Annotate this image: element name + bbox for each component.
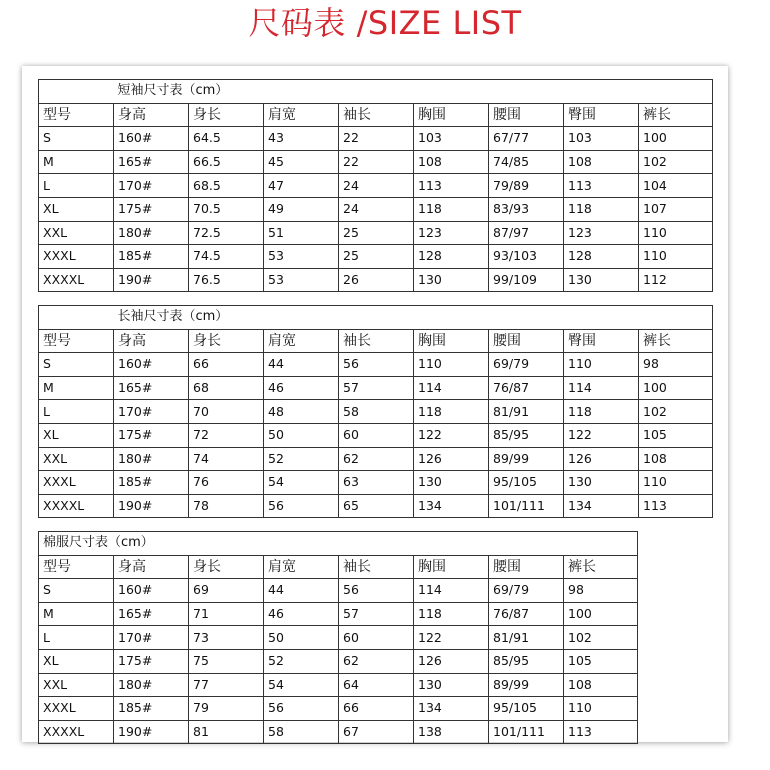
table-cell: 89/99 [489, 673, 564, 697]
table-cell: S [39, 579, 114, 603]
table-cell: 25 [339, 221, 414, 245]
column-header: 肩宽 [264, 329, 339, 353]
table-cell: 67/77 [489, 127, 564, 151]
table-cell: 43 [264, 127, 339, 151]
table-cell: 122 [414, 626, 489, 650]
table-cell: 123 [564, 221, 639, 245]
table-cell: XL [39, 649, 114, 673]
table-cell: XL [39, 197, 114, 221]
table-header-row [39, 555, 638, 579]
table-cell: 122 [414, 423, 489, 447]
table-row [39, 447, 713, 471]
column-header: 胸围 [414, 329, 489, 353]
table-cell: 108 [564, 673, 638, 697]
table-row [39, 150, 713, 174]
table-cell: 69/79 [489, 353, 564, 377]
table-cell: 185# [114, 697, 189, 721]
table-cell: 128 [564, 245, 639, 269]
table-row [39, 127, 713, 151]
table-cell: 180# [114, 673, 189, 697]
column-header: 袖长 [339, 329, 414, 353]
table-cell: 87/97 [489, 221, 564, 245]
table-cell: 170# [114, 174, 189, 198]
table-caption-row [39, 532, 638, 556]
table-cell: 44 [264, 579, 339, 603]
table-cell: 190# [114, 494, 189, 518]
table-cell: 26 [339, 268, 414, 292]
table-cell: 49 [264, 197, 339, 221]
table-cell: 54 [264, 673, 339, 697]
table-cell: 69 [189, 579, 264, 603]
table-row [39, 673, 638, 697]
table-cell: 180# [114, 447, 189, 471]
table-cell: 99/109 [489, 268, 564, 292]
column-header: 腰围 [489, 103, 564, 127]
table-cell: 126 [414, 649, 489, 673]
table-cell: 110 [639, 221, 713, 245]
table-caption: 长袖尺寸表（cm） [114, 306, 713, 330]
table-cell: XXXXL [39, 720, 114, 744]
table-cell: 74/85 [489, 150, 564, 174]
table-cell: 95/105 [489, 471, 564, 495]
table-cell: 118 [414, 400, 489, 424]
table-cell: 64.5 [189, 127, 264, 151]
table-cell: 57 [339, 602, 414, 626]
table-cell: 185# [114, 471, 189, 495]
table-cell: M [39, 602, 114, 626]
table-cell: 105 [564, 649, 638, 673]
table-cell: 160# [114, 353, 189, 377]
table-cell: 130 [414, 673, 489, 697]
table-cell: 98 [639, 353, 713, 377]
table-cell: XXL [39, 673, 114, 697]
table-cell: 130 [564, 268, 639, 292]
column-header: 型号 [39, 329, 114, 353]
column-header: 肩宽 [264, 103, 339, 127]
table-cell: 89/99 [489, 447, 564, 471]
column-header: 身长 [189, 555, 264, 579]
table-cell: L [39, 174, 114, 198]
column-header: 型号 [39, 555, 114, 579]
table-cell: 185# [114, 245, 189, 269]
table-cell: 54 [264, 471, 339, 495]
table-cell: 68.5 [189, 174, 264, 198]
table-cell: 53 [264, 268, 339, 292]
table-row [39, 376, 713, 400]
table-cell: 52 [264, 447, 339, 471]
table-cell: 57 [339, 376, 414, 400]
table-cell: 85/95 [489, 423, 564, 447]
table-cell: 190# [114, 720, 189, 744]
table-cell: M [39, 376, 114, 400]
table-cell: 62 [339, 649, 414, 673]
table-cell: 118 [564, 197, 639, 221]
table-cell: 73 [189, 626, 264, 650]
table-cell: 110 [639, 471, 713, 495]
column-header: 身高 [114, 103, 189, 127]
table-cell: 81/91 [489, 400, 564, 424]
table-cell: 74.5 [189, 245, 264, 269]
column-header: 身长 [189, 329, 264, 353]
table-row [39, 697, 638, 721]
table-cell: 72 [189, 423, 264, 447]
table-cell: 113 [414, 174, 489, 198]
table-cell: 22 [339, 150, 414, 174]
table-cell: 76/87 [489, 376, 564, 400]
table-cell: 130 [564, 471, 639, 495]
table-cell: 134 [414, 697, 489, 721]
table-cell: 71 [189, 602, 264, 626]
table-cell: 60 [339, 626, 414, 650]
table-row [39, 471, 713, 495]
table-cell: XXXXL [39, 268, 114, 292]
table-cell: L [39, 626, 114, 650]
table-cell: 160# [114, 127, 189, 151]
table-cell: 113 [564, 174, 639, 198]
table-cell: 69/79 [489, 579, 564, 603]
table-cell: 102 [639, 150, 713, 174]
column-header: 型号 [39, 103, 114, 127]
table-cell: 75 [189, 649, 264, 673]
table-cell: 58 [264, 720, 339, 744]
table-cell: 25 [339, 245, 414, 269]
table-row [39, 602, 638, 626]
table-cell: 81/91 [489, 626, 564, 650]
table-cell: 102 [564, 626, 638, 650]
column-header: 裤长 [639, 329, 713, 353]
table-cell: 160# [114, 579, 189, 603]
table-cell: 123 [414, 221, 489, 245]
table-cell: 65 [339, 494, 414, 518]
table-cell: 165# [114, 602, 189, 626]
column-header: 裤长 [564, 555, 638, 579]
table-cell: 72.5 [189, 221, 264, 245]
table-caption-row [39, 306, 713, 330]
long-sleeve-size-table [38, 305, 713, 518]
table-cell: 56 [264, 697, 339, 721]
table-cell: 100 [639, 127, 713, 151]
table-cell: 110 [414, 353, 489, 377]
column-header: 腰围 [489, 555, 564, 579]
table-cell: 68 [189, 376, 264, 400]
table-cell: 48 [264, 400, 339, 424]
table-cell: 107 [639, 197, 713, 221]
table-cell: XXL [39, 447, 114, 471]
table-cell: XXL [39, 221, 114, 245]
table-cell: 74 [189, 447, 264, 471]
table-row [39, 400, 713, 424]
column-header: 肩宽 [264, 555, 339, 579]
column-header: 身长 [189, 103, 264, 127]
table-cell: 175# [114, 649, 189, 673]
table-cell: 58 [339, 400, 414, 424]
column-header: 袖长 [339, 555, 414, 579]
table-cell: 79/89 [489, 174, 564, 198]
table-cell: 114 [414, 579, 489, 603]
table-cell: 53 [264, 245, 339, 269]
table-cell: 67 [339, 720, 414, 744]
table-cell: 165# [114, 150, 189, 174]
table-header-row [39, 329, 713, 353]
table-cell: 79 [189, 697, 264, 721]
column-header: 臀围 [564, 103, 639, 127]
table-cell: XXXL [39, 245, 114, 269]
table-row [39, 197, 713, 221]
table-cell: 118 [414, 602, 489, 626]
table-row [39, 626, 638, 650]
table-cell: 101/111 [489, 494, 564, 518]
table-cell: 85/95 [489, 649, 564, 673]
table-cell: 76.5 [189, 268, 264, 292]
table-cell: 114 [414, 376, 489, 400]
table-cell: 45 [264, 150, 339, 174]
table-cell: 78 [189, 494, 264, 518]
table-cell: 101/111 [489, 720, 564, 744]
table-cell: 70 [189, 400, 264, 424]
table-cell: 114 [564, 376, 639, 400]
table-cell: 130 [414, 471, 489, 495]
table-cell: 47 [264, 174, 339, 198]
table-cell: 134 [414, 494, 489, 518]
table-cell: 64 [339, 673, 414, 697]
table-cell: 104 [639, 174, 713, 198]
table-row [39, 268, 713, 292]
table-cell: 70.5 [189, 197, 264, 221]
table-cell: 76 [189, 471, 264, 495]
table-cell: 46 [264, 376, 339, 400]
table-cell: 103 [564, 127, 639, 151]
table-cell: XXXL [39, 697, 114, 721]
table-cell: 51 [264, 221, 339, 245]
column-header: 身高 [114, 555, 189, 579]
table-cell: S [39, 353, 114, 377]
table-cell: 77 [189, 673, 264, 697]
table-row [39, 579, 638, 603]
table-cell: 66.5 [189, 150, 264, 174]
table-cell: 95/105 [489, 697, 564, 721]
table-cell: 100 [639, 376, 713, 400]
table-row [39, 174, 713, 198]
column-header: 胸围 [414, 555, 489, 579]
table-cell: 46 [264, 602, 339, 626]
table-cell: 81 [189, 720, 264, 744]
table-cell: L [39, 400, 114, 424]
table-cell: 83/93 [489, 197, 564, 221]
table-cell: 122 [564, 423, 639, 447]
table-cell: 56 [264, 494, 339, 518]
table-cell: 24 [339, 197, 414, 221]
table-cell: 126 [414, 447, 489, 471]
table-row [39, 649, 638, 673]
table-cell: S [39, 127, 114, 151]
table-row [39, 423, 713, 447]
table-cell: XXXL [39, 471, 114, 495]
table-cell: 50 [264, 626, 339, 650]
column-header: 臀围 [564, 329, 639, 353]
table-cell: 118 [564, 400, 639, 424]
table-caption: 短袖尺寸表（cm） [114, 80, 713, 104]
table-cell: 22 [339, 127, 414, 151]
table-cell: 50 [264, 423, 339, 447]
column-header: 腰围 [489, 329, 564, 353]
table-cell: 175# [114, 197, 189, 221]
table-cell: 44 [264, 353, 339, 377]
table-cell: 165# [114, 376, 189, 400]
table-cell: 108 [639, 447, 713, 471]
column-header: 胸围 [414, 103, 489, 127]
table-cell: 93/103 [489, 245, 564, 269]
table-cell: 170# [114, 400, 189, 424]
table-cell: 175# [114, 423, 189, 447]
table-cell: 62 [339, 447, 414, 471]
table-cell: 98 [564, 579, 638, 603]
table-header-row [39, 103, 713, 127]
table-cell: 118 [414, 197, 489, 221]
table-cell: 56 [339, 353, 414, 377]
table-cell: 138 [414, 720, 489, 744]
table-cell: 110 [564, 353, 639, 377]
table-cell: 66 [189, 353, 264, 377]
table-cell: M [39, 150, 114, 174]
table-cell: 105 [639, 423, 713, 447]
table-cell: 52 [264, 649, 339, 673]
table-cell: 66 [339, 697, 414, 721]
table-row [39, 221, 713, 245]
column-header: 裤长 [639, 103, 713, 127]
table-cell: 60 [339, 423, 414, 447]
table-cell: 128 [414, 245, 489, 269]
table-cell: XL [39, 423, 114, 447]
table-row [39, 353, 713, 377]
short-sleeve-size-table [38, 79, 713, 292]
table-cell: 100 [564, 602, 638, 626]
table-caption-row [39, 80, 713, 104]
table-cell: 103 [414, 127, 489, 151]
table-cell: 110 [564, 697, 638, 721]
padded-coat-size-table [38, 531, 638, 744]
column-header: 身高 [114, 329, 189, 353]
table-cell: 113 [564, 720, 638, 744]
table-cell: 110 [639, 245, 713, 269]
table-cell: 63 [339, 471, 414, 495]
table-cell: 134 [564, 494, 639, 518]
table-cell: 130 [414, 268, 489, 292]
table-cell: 113 [639, 494, 713, 518]
table-cell: 102 [639, 400, 713, 424]
table-row [39, 494, 713, 518]
table-cell: 170# [114, 626, 189, 650]
table-row [39, 720, 638, 744]
table-cell: 190# [114, 268, 189, 292]
table-cell: 24 [339, 174, 414, 198]
table-cell: 112 [639, 268, 713, 292]
table-cell: 126 [564, 447, 639, 471]
table-cell: 108 [564, 150, 639, 174]
table-cell: 180# [114, 221, 189, 245]
table-cell: 76/87 [489, 602, 564, 626]
table-caption: 棉服尺寸表（cm） [39, 532, 638, 556]
column-header: 袖长 [339, 103, 414, 127]
table-row [39, 245, 713, 269]
table-cell: XXXXL [39, 494, 114, 518]
page-title: 尺码表 /SIZE LIST [248, 4, 522, 42]
table-cell: 56 [339, 579, 414, 603]
table-cell: 108 [414, 150, 489, 174]
